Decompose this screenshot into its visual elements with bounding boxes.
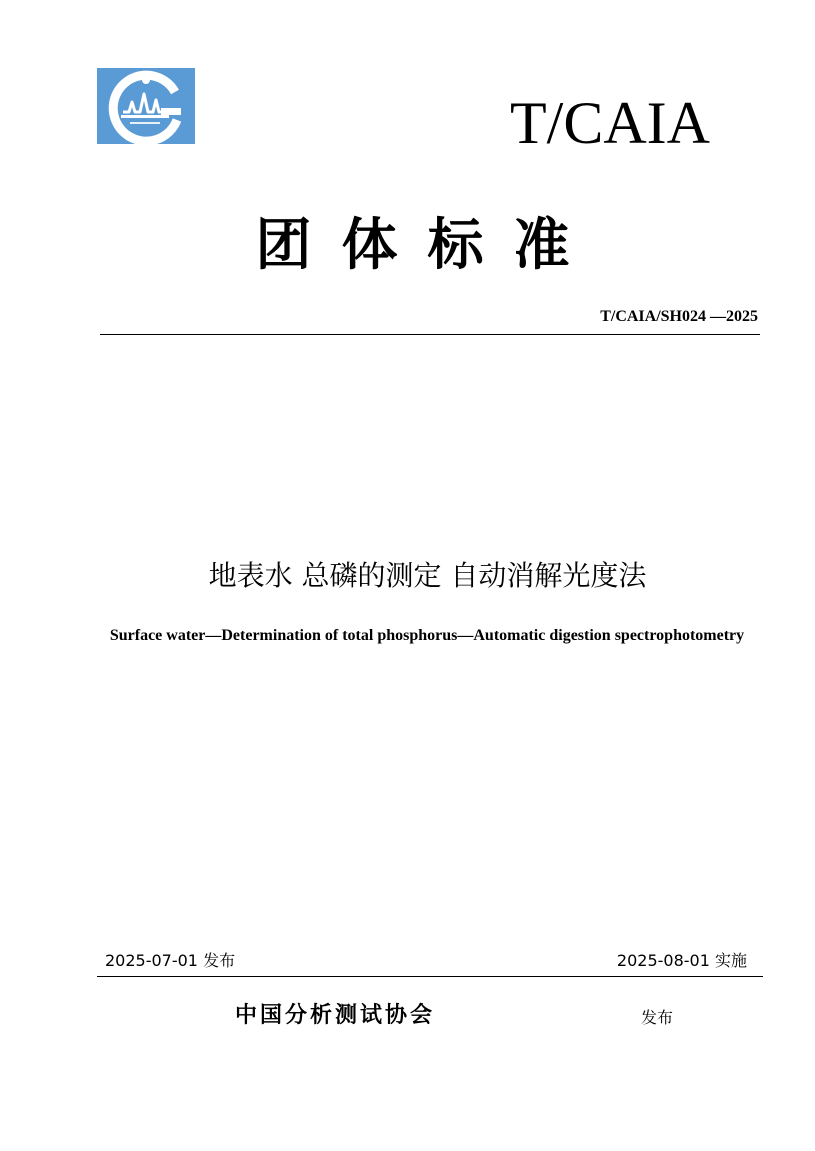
issuing-organization: 中国分析测试协会 bbox=[235, 1003, 436, 1028]
standard-type-title: 团体标准 bbox=[255, 213, 600, 278]
bottom-divider bbox=[97, 976, 763, 977]
implementation-date: 2025-08-01 实施 bbox=[616, 951, 747, 970]
document-title-chinese: 地表水 总磷的测定 自动消解光度法 bbox=[208, 559, 647, 592]
document-title-english: Surface water—Determination of total phosphorus—Automatic digestion spectrophotometry bbox=[109, 627, 745, 644]
issue-date: 2025-07-01 发布 bbox=[105, 951, 236, 970]
issue-label: 发布 bbox=[641, 1008, 674, 1027]
standard-number: T/CAIA/SH024 —2025 bbox=[600, 308, 758, 325]
top-divider bbox=[100, 334, 760, 335]
caia-logo-icon bbox=[97, 68, 195, 144]
standard-code: T/CAIA bbox=[510, 90, 710, 156]
